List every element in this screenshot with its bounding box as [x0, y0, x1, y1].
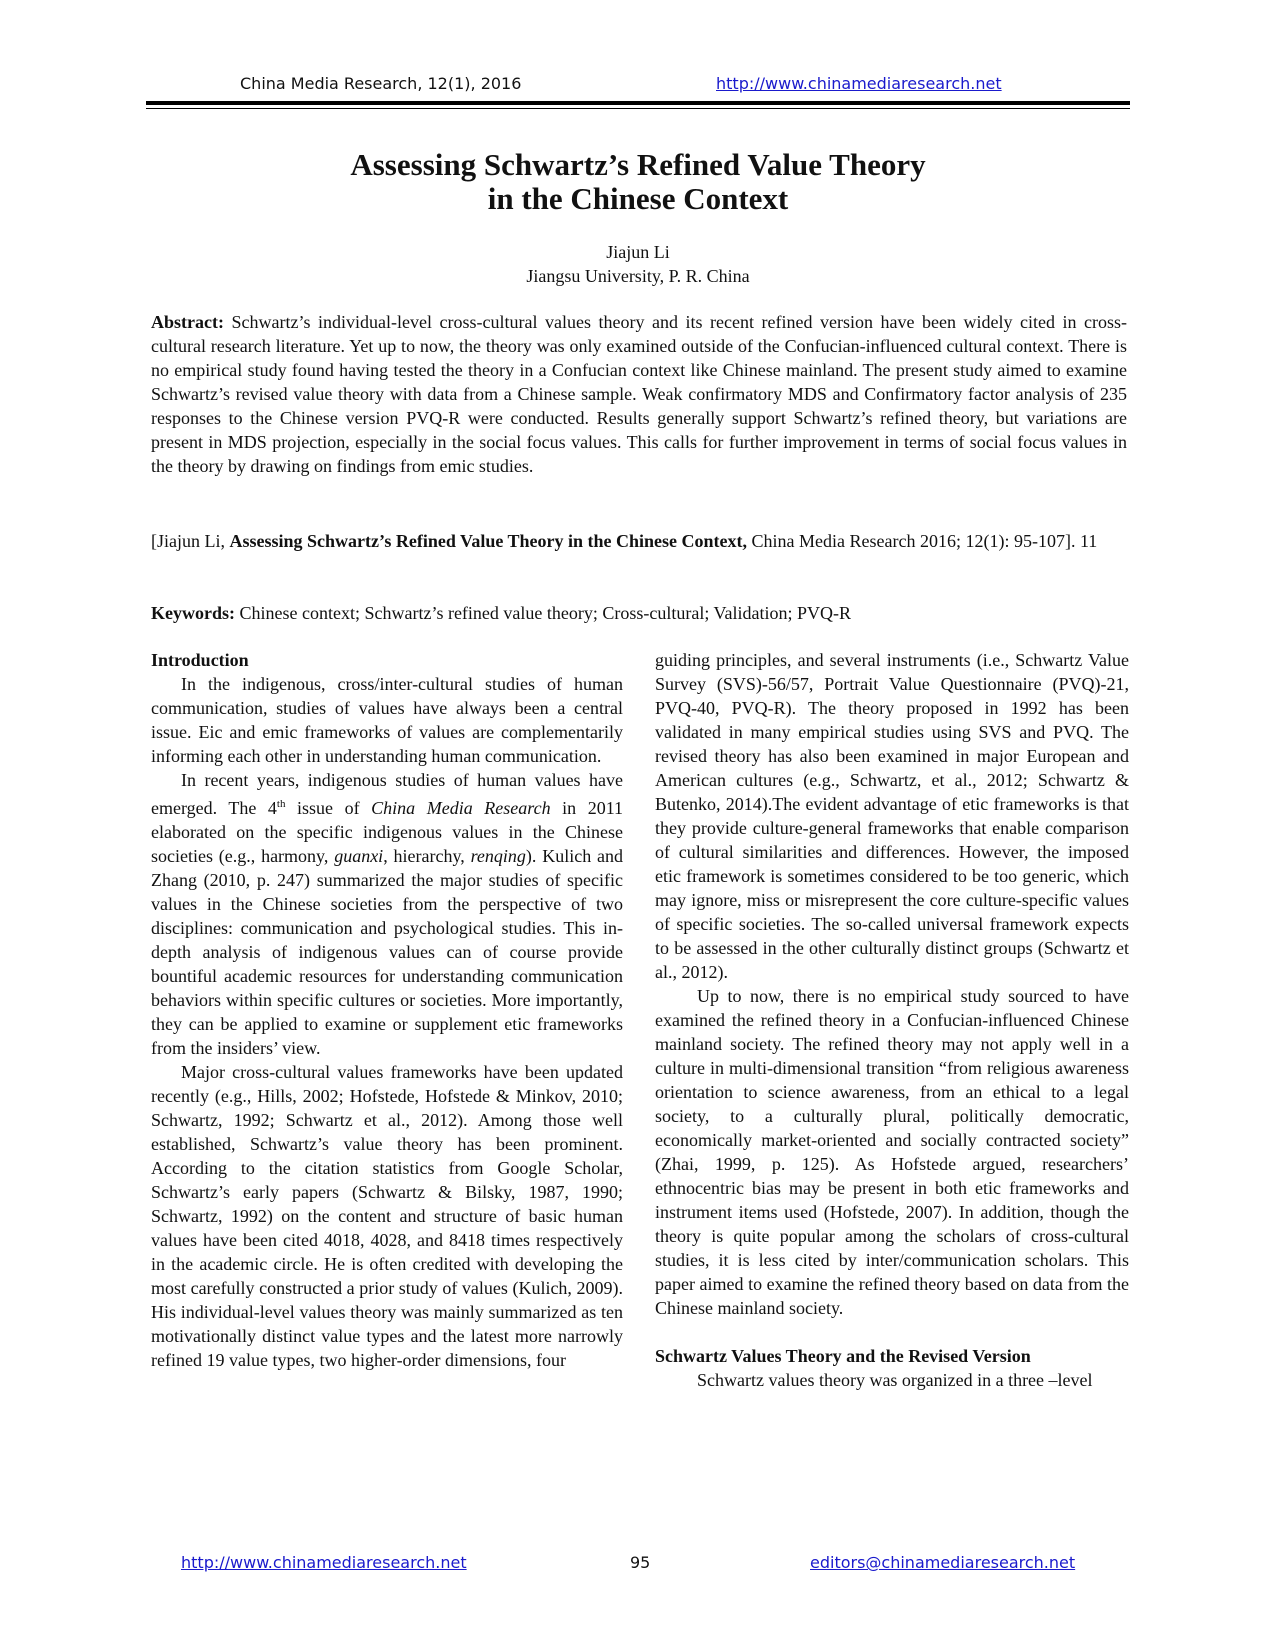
intro-paragraph-1: In the indigenous, cross/inter-cultural studies of human communication, studies of values have always been a central issue. Eic and emic frameworks of values are complementarily informing each other in understanding human communication. — [151, 674, 623, 766]
term-guanxi: guanxi — [334, 846, 384, 866]
page-number: 95 — [630, 1553, 651, 1572]
intro-p2-part-e: ). Kulich and Zhang (2010, p. 247) summarized the major studies of specific values in the Chinese societies from the perspective of two disciplines: communication and psychological studies. This in-depth analysis of indigenous values can of course provide bountiful academic resources for understanding communication behaviors within specific cultures or societies. More importantly, they can be applied to examine or supplement etic frameworks from the insiders’ view. — [151, 846, 623, 1058]
citation-prefix: [Jiajun Li, — [151, 531, 230, 551]
intro-paragraph-3-continued: guiding principles, and several instruments (i.e., Schwartz Value Survey (SVS)-56/57, Portrait Value Questionnaire (PVQ)-21, PVQ-40, PVQ-R). The theory proposed in 1992 has been validated in many empirical studies using SVS and PVQ. The revised theory has also been examined in major European and American cultures (e.g., Schwartz, et al., 2012; Schwartz & Butenko, 2014).The evident advantage of etic frameworks is that they provide culture-general frameworks that enable comparison of cultural similarities and differences. However, the imposed etic framework is sometimes considered to be too generic, which may ignore, miss or misrepresent the core culture-specific values of specific societies. The so-called universal framework expects to be assessed in the other culturally distinct groups (Schwartz et al., 2012). — [655, 650, 1129, 982]
paper-title-line-2: in the Chinese Context — [487, 181, 789, 216]
schwartz-theory-paragraph-1: Schwartz values theory was organized in a three –level — [697, 1370, 1093, 1390]
intro-paragraph-4: Up to now, there is no empirical study sourced to have examined the refined theory in a Confucian-influenced Chinese mainland society. The refined theory may not apply well in a culture in multi-dimensional transition “from religious awareness orientation to science awareness, from an ethical to a legal society, to a culturally plural, politically democratic, economically market-oriented and socially contracted society” (Zhai, 1999, p. 125). As Hofstede argued, researchers’ ethnocentric bias may be present in both etic frameworks and instrument items used (Hofstede, 2007). In addition, though the theory is quite popular among the scholars of cross-cultural studies, it is less cited by inter/communication scholars. This paper aimed to examine the refined theory based on data from the Chinese mainland society. — [655, 986, 1129, 1318]
intro-paragraph-2 — [151, 768, 623, 1060]
footer-website-link[interactable]: http://www.chinamediaresearch.net — [181, 1553, 467, 1572]
citation-title: Assessing Schwartz’s Refined Value Theory in the Chinese Context, — [229, 531, 748, 551]
left-column — [151, 648, 623, 1372]
citation-suffix: China Media Research 2016; 12(1): 95-107]. 11 — [747, 531, 1098, 551]
right-column — [655, 648, 1129, 1392]
footer-email-link[interactable]: editors@chinamediaresearch.net — [810, 1553, 1076, 1572]
keywords — [151, 601, 1127, 625]
intro-p2-part-b: issue of — [285, 798, 372, 818]
keywords-text: Chinese context; Schwartz’s refined value theory; Cross-cultural; Validation; PVQ-R — [235, 603, 852, 623]
author-block — [146, 240, 1130, 288]
intro-p2-part-a: In recent years, indigenous studies of human values have emerged. The 4 — [151, 770, 623, 818]
header-rule-thick — [146, 101, 1130, 105]
section-heading-introduction: Introduction — [151, 650, 249, 670]
section-gap — [655, 1320, 1129, 1344]
author-affiliation: Jiangsu University, P. R. China — [526, 266, 750, 286]
intro-p2-part-d: , hierarchy, — [383, 846, 471, 866]
intro-paragraph-3: Major cross-cultural values frameworks have been updated recently (e.g., Hills, 2002; Hofstede, Hofstede & Minkov, 2010; Schwartz, 1992; Schwartz et al., 2012). Among those well established, Schwartz’s value theory has been prominent. According to the citation statistics from Google Scholar, Schwartz’s early papers (Schwartz & Bilsky, 1987, 1990; Schwartz, 1992) on the content and structure of basic human values have been cited 4018, 4028, and 8418 times respectively in the academic circle. He is often credited with developing the most carefully constructed a prior study of values (Kulich, 2009). His individual-level values theory was mainly summarized as ten motivationally distinct value types and the latest more narrowly refined 19 value types, two higher-order dimensions, four — [151, 1062, 623, 1370]
superscript-th: th — [276, 798, 286, 810]
running-header-journal: China Media Research, 12(1), 2016 — [240, 74, 522, 93]
section-heading-schwartz-theory: Schwartz Values Theory and the Revised Version — [655, 1346, 1031, 1366]
paper-title-line-1: Assessing Schwartz’s Refined Value Theory — [350, 147, 926, 182]
abstract-text: Schwartz’s individual-level cross-cultural values theory and its recent refined version have been widely cited in cross-cultural research literature. Yet up to now, the theory was only examined outside of the Confucian-influenced cultural context. There is no empirical study found having tested the theory in a Confucian context like Chinese mainland. The present study aimed to examine Schwartz’s revised value theory with data from a Chinese sample. Weak confirmatory MDS and Confirmatory factor analysis of 235 responses to the Chinese version PVQ-R were conducted. Results generally support Schwartz’s refined theory, but variations are present in MDS projection, especially in the social focus values. This calls for further improvement in terms of social focus values in the theory by drawing on findings from emic studies. — [151, 312, 1128, 476]
author-name: Jiajun Li — [606, 242, 670, 262]
header-rule-thin — [146, 108, 1130, 109]
citation — [151, 529, 1127, 553]
abstract-label: Abstract: — [151, 312, 224, 332]
abstract — [151, 310, 1127, 478]
paper-title — [146, 148, 1130, 216]
term-renqing: renqing — [470, 846, 526, 866]
keywords-label: Keywords: — [151, 603, 235, 623]
header-journal-link[interactable]: http://www.chinamediaresearch.net — [716, 74, 1002, 93]
intro-p2-part-c: in 2011 elaborated on the specific indigenous values in the Chinese societies (e.g., harmony, — [151, 798, 624, 866]
journal-name-italic: China Media Research — [371, 798, 551, 818]
